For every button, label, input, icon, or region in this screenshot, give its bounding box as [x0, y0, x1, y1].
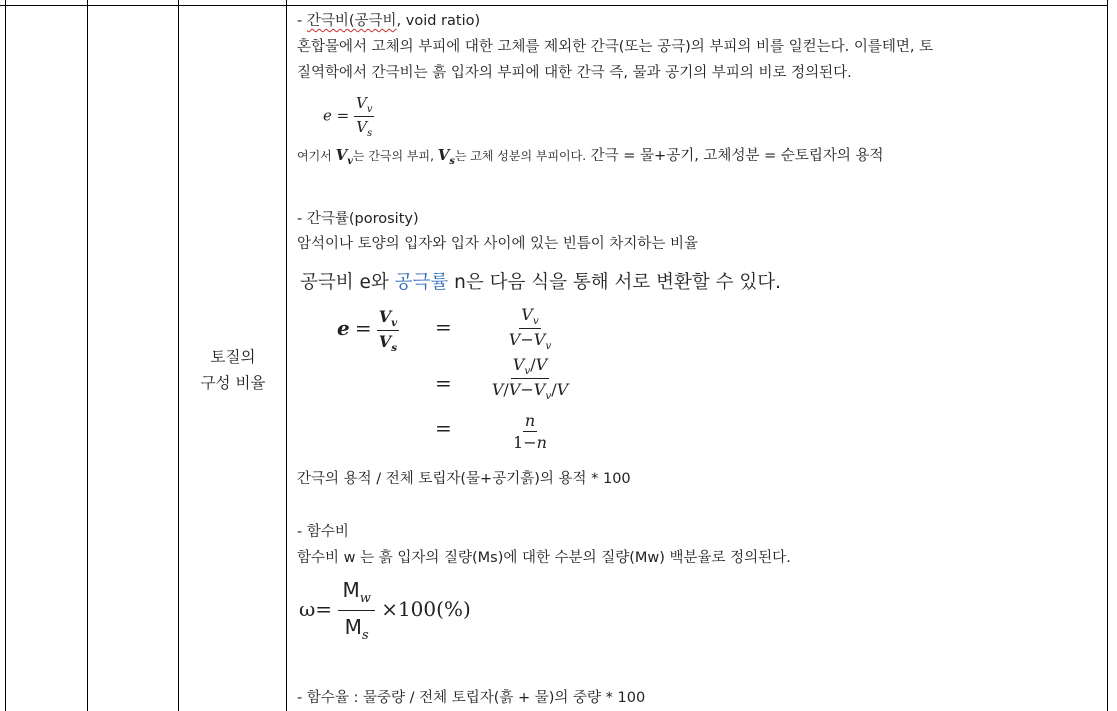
vv-symbol: $V_v$: [335, 146, 353, 167]
void-ratio-desc-line-2: 질역학에서 간극비는 흙 입자의 부피에 대한 간극 즉, 물과 공기의 부피의 비로 정의된다.: [297, 65, 852, 81]
equals-1: =: [435, 315, 452, 339]
water-content-formula: ω= $\frac{M_w}{M_s}$ ×100(%): [299, 578, 471, 643]
porosity-heading: - 간극률(porosity): [297, 211, 419, 227]
void-ratio-note: 간극 = 물+공기, 고체성분 = 순토립자의 용적: [586, 148, 884, 164]
void-ratio-desc-line-1: 혼합물에서 고체의 부피에 대한 고체를 제외한 간극(또는 공극)의 부피의 비를 일컫는다. 이를테면, 토: [297, 39, 934, 55]
convert-part-b: n은 다음 식을 통해 서로 변환할 수 있다.: [448, 272, 781, 293]
moisture-ratio-line: - 함수율 : 물중량 / 전체 토립자(흙 + 물)의 중량 * 100: [297, 690, 646, 706]
formula-step-3: $\frac{n}{1-n}$: [513, 411, 547, 452]
row-label-line-2: 구성 비율: [200, 374, 266, 392]
porosity-formula-line: 간극의 용적 / 전체 토립자(물+공기흙)의 용적 * 100: [297, 471, 631, 487]
porosity-desc: 암석이나 토양의 입자와 입자 사이에 있는 빈틈이 차지하는 비율: [297, 236, 699, 252]
convert-part-a: 공극비 e와: [300, 272, 395, 293]
where-mid: 는 간극의 부피,: [352, 149, 438, 163]
water-content-desc: 함수비 w 는 흙 입자의 질량(Ms)에 대한 수분의 질량(Mw) 백분율로 정의된다.: [297, 550, 791, 566]
where-prefix: 여기서: [297, 149, 336, 163]
times-100-percent: ×100(%): [381, 597, 471, 621]
void-ratio-heading: [297, 9, 480, 30]
formula-step-2: $\frac{V_v/V}{V/V-V_v/V}$: [491, 355, 569, 403]
table-top-border: [0, 5, 1108, 6]
void-ratio-heading-term: 간극비(공극비: [306, 13, 397, 29]
column-border-3: [178, 0, 179, 711]
omega-symbol: ω=: [299, 597, 333, 621]
convert-term: 공극률: [394, 272, 449, 293]
void-ratio-heading-rest: , void ratio): [396, 13, 481, 29]
equals-2: =: [435, 371, 452, 395]
formula-step-1: $\frac{V_v}{V-V_v}$: [508, 305, 552, 353]
column-border-1: [5, 0, 6, 711]
porosity-convert-sentence: [300, 268, 781, 294]
row-label-line-1: 토질의: [210, 348, 256, 366]
formula-lhs: e = $\frac{V_v}{V_s}$: [337, 307, 398, 355]
void-ratio-heading-prefix: -: [297, 13, 307, 29]
column-border-2: [87, 0, 88, 711]
column-border-4: [286, 0, 287, 711]
void-ratio-formula: e = $\frac{V_v}{V_s}$: [323, 94, 373, 139]
column-border-5: [1107, 0, 1108, 711]
void-ratio-where-line: [297, 144, 883, 167]
where-suffix: 는 고체 성분의 부피이다.: [454, 149, 587, 163]
conversion-formula: [337, 303, 637, 453]
vs-symbol: $V_s$: [437, 146, 455, 167]
row-label: [180, 344, 286, 396]
equals-3: =: [435, 416, 452, 440]
water-content-heading: - 함수비: [297, 524, 349, 540]
